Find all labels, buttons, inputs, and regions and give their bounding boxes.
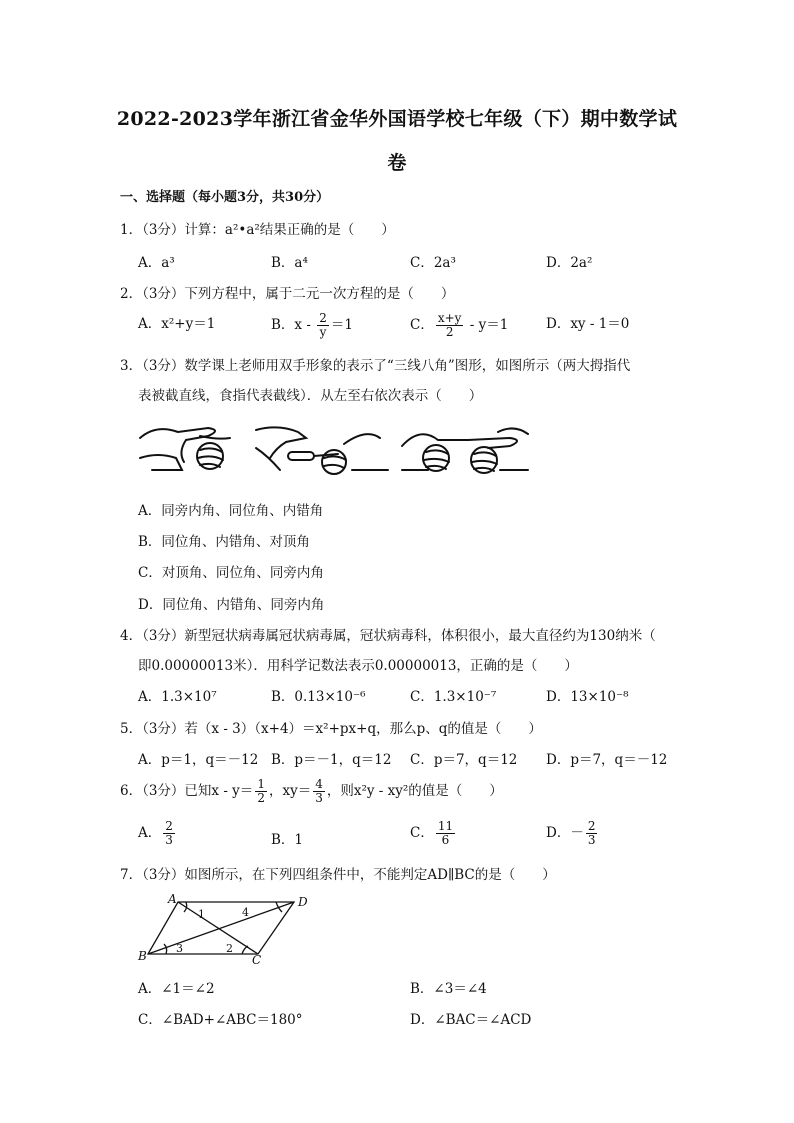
q3-option-a[interactable]: A．同旁内角、同位角、内错角 bbox=[138, 503, 324, 519]
question-7-stem: 7．（3分）如图所示，在下列四组条件中，不能判定AD∥BC的是（ ） bbox=[120, 867, 556, 883]
hands-figure bbox=[138, 418, 530, 480]
question-5-options bbox=[138, 748, 698, 772]
question-1-stem: 1．（3分）计算：a²•a²结果正确的是（ ） bbox=[120, 222, 395, 238]
q4-option-a[interactable]: A．1.3×10⁷ bbox=[138, 689, 217, 705]
question-3-stem-line1: 3．（3分）数学课上老师用双手形象的表示了“三线八角”图形，如图所示（两大拇指代 bbox=[120, 358, 631, 374]
q3-option-b[interactable]: B．同位角、内错角、对顶角 bbox=[138, 534, 310, 550]
label-D: D bbox=[298, 895, 308, 909]
q2-option-b-suffix: ＝1 bbox=[330, 317, 353, 333]
section-heading: 一、选择题（每小题3分，共30分） bbox=[120, 190, 330, 205]
q1-option-c[interactable]: C．2a³ bbox=[410, 255, 456, 271]
question-1-options bbox=[138, 251, 698, 275]
q6-option-b[interactable]: B．1 bbox=[271, 832, 304, 848]
q2-option-c-fraction: $\frac{x+y}{2}$ bbox=[437, 311, 462, 339]
question-6-stem: 6．（3分）已知x - y＝ $\frac{1}{2}$ ，xy＝ $\frac{4}{3}$ ，则x²y - xy²的值是（ ） bbox=[120, 777, 503, 805]
label-B: B bbox=[138, 949, 147, 963]
question-4-options bbox=[138, 685, 698, 709]
q5-option-b[interactable]: B．p＝－1，q＝12 bbox=[271, 752, 392, 768]
q2-option-a[interactable]: A．x²+y＝1 bbox=[138, 316, 216, 332]
angle-label-4: 4 bbox=[242, 906, 249, 919]
question-7-options-row1 bbox=[138, 977, 698, 1001]
question-4-stem-line2: 即0.00000013米）．用科学记数法表示0.00000013，正确的是（ ） bbox=[138, 658, 578, 674]
label-A: A bbox=[168, 892, 177, 906]
q6-fraction-1: $\frac{1}{2}$ bbox=[257, 777, 265, 805]
q2-option-c[interactable] bbox=[410, 312, 508, 339]
question-2-stem: 2．（3分）下列方程中，属于二元一次方程的是（ ） bbox=[120, 286, 455, 302]
q3-option-d[interactable]: D．同位角、内错角、同旁内角 bbox=[138, 597, 325, 613]
q3-option-c[interactable]: C．对顶角、同位角、同旁内角 bbox=[138, 565, 324, 581]
question-7-options-row2 bbox=[138, 1008, 698, 1032]
q4-option-c[interactable]: C．1.3×10⁻⁷ bbox=[410, 689, 497, 705]
question-5-stem: 5．（3分）若（x - 3）（x+4）＝x²+px+q，那么p、q的值是（ ） bbox=[120, 721, 542, 737]
q4-option-b[interactable]: B．0.13×10⁻⁶ bbox=[271, 689, 366, 705]
question-6-options bbox=[138, 820, 698, 856]
q6-option-d[interactable]: D．－ $\frac{2}{3}$ bbox=[546, 819, 596, 847]
q2-option-b-fraction: $\frac{2}{y}$ bbox=[319, 311, 327, 339]
q4-option-d[interactable]: D．13×10⁻⁸ bbox=[546, 689, 629, 705]
parallelogram-figure bbox=[136, 892, 308, 967]
q7-option-a[interactable]: A．∠1＝∠2 bbox=[138, 981, 215, 997]
q2-option-b[interactable] bbox=[271, 312, 353, 339]
q7-option-b[interactable]: B．∠3＝∠4 bbox=[410, 981, 487, 997]
question-2-options bbox=[138, 312, 698, 344]
q7-option-d[interactable]: D．∠BAC＝∠ACD bbox=[410, 1012, 532, 1028]
q1-option-d[interactable]: D．2a² bbox=[546, 255, 593, 271]
question-4-stem-line1: 4．（3分）新型冠状病毒属冠状病毒属，冠状病毒科，体积很小，最大直径约为130纳米（ bbox=[120, 628, 656, 644]
paper-title-line1: 2022-2023学年浙江省金华外国语学校七年级（下）期中数学试 bbox=[116, 108, 678, 130]
q5-option-a[interactable]: A．p＝1，q＝－12 bbox=[138, 752, 259, 768]
angle-label-1: 1 bbox=[198, 908, 205, 921]
label-C: C bbox=[252, 953, 262, 967]
q2-option-c-prefix: C． bbox=[410, 317, 434, 333]
question-3-stem-line2: 表被截直线，食指代表截线）．从左至右依次表示（ ） bbox=[138, 388, 483, 404]
q2-option-c-suffix: - y＝1 bbox=[465, 317, 509, 333]
q6-fraction-2: $\frac{4}{3}$ bbox=[315, 777, 323, 805]
q1-option-b[interactable]: B．a⁴ bbox=[271, 255, 308, 271]
q5-option-d[interactable]: D．p＝7，q＝－12 bbox=[546, 752, 668, 768]
q2-option-d[interactable]: D．xy - 1＝0 bbox=[546, 316, 630, 332]
q2-option-b-prefix: B．x - bbox=[271, 317, 316, 333]
q5-option-c[interactable]: C．p＝7，q＝12 bbox=[410, 752, 518, 768]
q1-option-a[interactable]: A．a³ bbox=[138, 255, 175, 271]
angle-label-2: 2 bbox=[226, 942, 233, 955]
angle-label-3: 3 bbox=[176, 942, 183, 955]
q6-option-a[interactable]: A． $\frac{2}{3}$ bbox=[138, 819, 173, 847]
q7-option-c[interactable]: C．∠BAD+∠ABC＝180° bbox=[138, 1012, 303, 1028]
q6-option-c[interactable]: C． $\frac{11}{6}$ bbox=[410, 819, 454, 847]
paper-title-line2: 卷 bbox=[387, 152, 407, 174]
